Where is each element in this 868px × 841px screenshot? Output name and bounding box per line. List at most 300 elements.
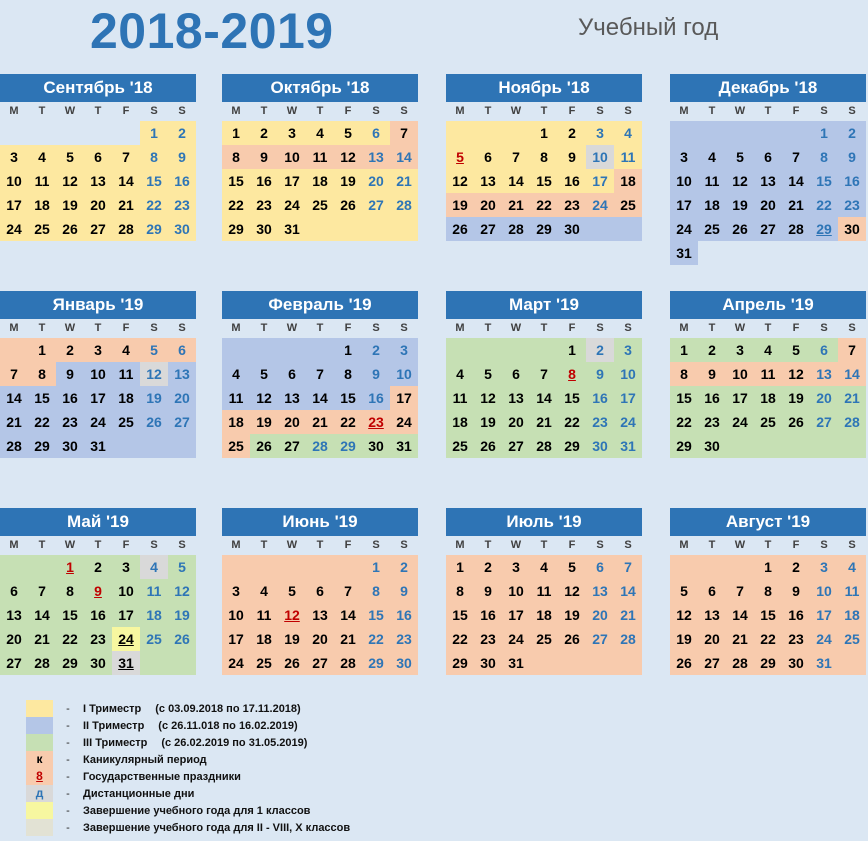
- day-cell: 2: [250, 121, 278, 145]
- day-cell: 1: [334, 338, 362, 362]
- day-cell: 19: [446, 193, 474, 217]
- day-cell: 16: [390, 603, 418, 627]
- day-cell: 16: [558, 169, 586, 193]
- day-cell: 15: [140, 169, 168, 193]
- day-cell: 13: [474, 169, 502, 193]
- day-cell: 8: [810, 145, 838, 169]
- day-cell: 2: [558, 121, 586, 145]
- day-cell: 28: [306, 434, 334, 458]
- day-cell: 12: [726, 169, 754, 193]
- week-row: [446, 579, 642, 603]
- day-cell: 17: [278, 169, 306, 193]
- day-cell: 10: [614, 362, 642, 386]
- weekday-label: M: [679, 322, 689, 334]
- day-cell: 16: [698, 386, 726, 410]
- weekday-label: F: [122, 322, 130, 334]
- page-subtitle: Учебный год: [578, 14, 719, 41]
- day-cell: 25: [698, 217, 726, 241]
- day-cell: 5: [474, 362, 502, 386]
- weekday-label: M: [9, 322, 19, 334]
- day-cell: 14: [614, 579, 642, 603]
- day-cell: 23: [838, 193, 866, 217]
- day-cell: 5: [670, 579, 698, 603]
- day-cell: [810, 241, 838, 265]
- day-cell: 9: [586, 362, 614, 386]
- day-cell: [754, 121, 782, 145]
- month-header: Декабрь '18: [670, 74, 866, 102]
- day-cell: 12: [278, 603, 306, 627]
- weekday-label: M: [679, 539, 689, 551]
- weekday-label: S: [372, 105, 380, 117]
- day-cell: 14: [0, 386, 28, 410]
- week-row: [446, 555, 642, 579]
- week-row: [670, 603, 866, 627]
- day-cell: [250, 338, 278, 362]
- weekday-label: S: [624, 539, 632, 551]
- week-row: [222, 627, 418, 651]
- day-cell: 14: [390, 145, 418, 169]
- month-block: [446, 74, 642, 241]
- day-cell: [222, 338, 250, 362]
- day-cell: 15: [558, 386, 586, 410]
- legend-label: II Триместр: [83, 719, 145, 732]
- day-cell: 22: [754, 627, 782, 651]
- weekday-label: S: [178, 539, 186, 551]
- day-cell: 20: [0, 627, 28, 651]
- day-cell: 13: [754, 169, 782, 193]
- day-cell: 23: [168, 193, 196, 217]
- day-cell: 8: [334, 362, 362, 386]
- day-cell: 24: [502, 627, 530, 651]
- week-row: [446, 434, 642, 458]
- day-cell: [782, 241, 810, 265]
- day-cell: 16: [782, 603, 810, 627]
- day-cell: 22: [670, 410, 698, 434]
- day-cell: [222, 555, 250, 579]
- day-cell: 25: [446, 434, 474, 458]
- day-cell: 24: [614, 410, 642, 434]
- day-cell: 31: [670, 241, 698, 265]
- day-cell: [112, 121, 140, 145]
- day-cell: 19: [278, 627, 306, 651]
- day-cell: 6: [586, 555, 614, 579]
- week-row: [670, 579, 866, 603]
- day-cell: 26: [670, 651, 698, 675]
- day-cell: 31: [84, 434, 112, 458]
- day-cell: 7: [502, 145, 530, 169]
- legend-label: Дистанционные дни: [83, 787, 195, 800]
- day-cell: 30: [362, 434, 390, 458]
- day-cell: 21: [390, 169, 418, 193]
- day-cell: 14: [502, 169, 530, 193]
- day-cell: 27: [586, 627, 614, 651]
- legend-item: [26, 768, 350, 785]
- day-cell: 26: [140, 410, 168, 434]
- weekday-label: W: [64, 539, 76, 551]
- day-cell: 17: [0, 193, 28, 217]
- day-cell: [306, 217, 334, 241]
- day-cell: [168, 651, 196, 675]
- day-cell: 23: [586, 410, 614, 434]
- day-cell: 11: [838, 579, 866, 603]
- month-block: [670, 291, 866, 458]
- day-cell: 2: [390, 555, 418, 579]
- day-cell: 26: [474, 434, 502, 458]
- week-row: [446, 627, 642, 651]
- week-row: [670, 434, 866, 458]
- day-cell: 9: [698, 362, 726, 386]
- day-cell: [754, 241, 782, 265]
- month-header: Январь '19: [0, 291, 196, 319]
- day-cell: [754, 434, 782, 458]
- day-cell: 29: [28, 434, 56, 458]
- weekday-header-row: [0, 536, 196, 555]
- day-cell: 8: [754, 579, 782, 603]
- day-cell: 10: [222, 603, 250, 627]
- week-row: [0, 145, 196, 169]
- day-cell: 27: [698, 651, 726, 675]
- day-cell: 28: [838, 410, 866, 434]
- week-row: [222, 217, 418, 241]
- day-cell: [56, 121, 84, 145]
- weekday-label: T: [540, 105, 548, 117]
- day-cell: [0, 338, 28, 362]
- day-cell: 16: [250, 169, 278, 193]
- day-cell: 20: [698, 627, 726, 651]
- day-cell: 30: [390, 651, 418, 675]
- day-cell: [698, 555, 726, 579]
- day-cell: 28: [334, 651, 362, 675]
- legend-range: (с 26.11.018 по 16.02.2019): [158, 719, 298, 732]
- day-cell: 12: [334, 145, 362, 169]
- weekday-label: M: [455, 105, 465, 117]
- weekday-label: M: [455, 322, 465, 334]
- day-cell: 25: [140, 627, 168, 651]
- month-header: Февраль '19: [222, 291, 418, 319]
- day-cell: 30: [250, 217, 278, 241]
- day-cell: 5: [278, 579, 306, 603]
- day-cell: 6: [502, 362, 530, 386]
- legend-label: Завершение учебного года для II - VIII, X классов: [83, 821, 351, 834]
- week-row: [0, 579, 196, 603]
- legend-dash: -: [66, 736, 70, 749]
- week-row: [446, 121, 642, 145]
- day-cell: 6: [306, 579, 334, 603]
- day-cell: 12: [250, 386, 278, 410]
- month-header: Сентябрь '18: [0, 74, 196, 102]
- day-cell: 3: [0, 145, 28, 169]
- week-row: [670, 338, 866, 362]
- day-cell: 6: [810, 338, 838, 362]
- month-header: Апрель '19: [670, 291, 866, 319]
- day-cell: [334, 555, 362, 579]
- day-cell: 29: [334, 434, 362, 458]
- month-header: Июнь '19: [222, 508, 418, 536]
- weekday-label: M: [9, 105, 19, 117]
- day-cell: 2: [838, 121, 866, 145]
- weekday-header-row: [222, 102, 418, 121]
- day-cell: 13: [502, 386, 530, 410]
- day-cell: [474, 338, 502, 362]
- week-row: [0, 386, 196, 410]
- weekday-label: T: [260, 322, 268, 334]
- day-cell: 23: [56, 410, 84, 434]
- day-cell: 3: [586, 121, 614, 145]
- day-cell: 18: [222, 410, 250, 434]
- day-cell: 10: [112, 579, 140, 603]
- legend-swatch: к: [26, 751, 53, 768]
- day-cell: 8: [530, 145, 558, 169]
- day-cell: 7: [390, 121, 418, 145]
- day-cell: 2: [56, 338, 84, 362]
- weekday-label: S: [178, 105, 186, 117]
- day-cell: 2: [586, 338, 614, 362]
- day-cell: 11: [250, 603, 278, 627]
- weekday-label: S: [596, 539, 604, 551]
- day-cell: 14: [28, 603, 56, 627]
- day-cell: 22: [558, 410, 586, 434]
- day-cell: 14: [112, 169, 140, 193]
- day-cell: 26: [56, 217, 84, 241]
- legend-swatch: [26, 802, 53, 819]
- day-cell: 16: [474, 603, 502, 627]
- day-cell: 4: [754, 338, 782, 362]
- day-cell: 3: [112, 555, 140, 579]
- day-cell: 10: [0, 169, 28, 193]
- legend-item: [26, 802, 350, 819]
- day-cell: 12: [474, 386, 502, 410]
- day-cell: 17: [586, 169, 614, 193]
- day-cell: 3: [726, 338, 754, 362]
- day-cell: 27: [810, 410, 838, 434]
- day-cell: 26: [558, 627, 586, 651]
- legend-dash: -: [66, 787, 70, 800]
- weekday-label: S: [624, 322, 632, 334]
- weekday-label: T: [316, 539, 324, 551]
- weekday-label: W: [286, 105, 298, 117]
- weekday-label: F: [568, 322, 576, 334]
- day-cell: 4: [446, 362, 474, 386]
- day-cell: 3: [278, 121, 306, 145]
- weekday-label: W: [286, 322, 298, 334]
- day-cell: 17: [222, 627, 250, 651]
- day-cell: 1: [446, 555, 474, 579]
- day-cell: 5: [446, 145, 474, 169]
- month-block: [222, 74, 418, 241]
- day-cell: 19: [474, 410, 502, 434]
- week-row: [222, 169, 418, 193]
- day-cell: 31: [810, 651, 838, 675]
- legend-swatch: [26, 819, 53, 836]
- day-cell: 19: [670, 627, 698, 651]
- day-cell: 13: [84, 169, 112, 193]
- day-cell: 20: [168, 386, 196, 410]
- day-cell: 7: [614, 555, 642, 579]
- day-cell: 21: [28, 627, 56, 651]
- day-cell: [306, 338, 334, 362]
- weekday-label: S: [178, 322, 186, 334]
- day-cell: 3: [84, 338, 112, 362]
- legend-item: [26, 785, 350, 802]
- weekday-label: F: [792, 539, 800, 551]
- day-cell: 30: [56, 434, 84, 458]
- day-cell: 27: [84, 217, 112, 241]
- day-cell: 16: [362, 386, 390, 410]
- day-cell: 18: [140, 603, 168, 627]
- week-row: [0, 338, 196, 362]
- weekday-label: S: [848, 105, 856, 117]
- day-cell: 15: [28, 386, 56, 410]
- legend-swatch: д: [26, 785, 53, 802]
- weekday-label: M: [231, 322, 241, 334]
- page-title: 2018-2019: [90, 3, 334, 59]
- weekday-label: W: [734, 105, 746, 117]
- day-cell: 7: [306, 362, 334, 386]
- weekday-header-row: [670, 536, 866, 555]
- day-cell: 15: [810, 169, 838, 193]
- day-cell: 25: [530, 627, 558, 651]
- day-cell: 26: [168, 627, 196, 651]
- day-cell: 31: [502, 651, 530, 675]
- day-cell: 22: [530, 193, 558, 217]
- month-header: Март '19: [446, 291, 642, 319]
- day-cell: 29: [446, 651, 474, 675]
- day-cell: 26: [726, 217, 754, 241]
- week-row: [670, 555, 866, 579]
- weekday-label: T: [94, 539, 102, 551]
- day-cell: 24: [0, 217, 28, 241]
- day-cell: 18: [446, 410, 474, 434]
- day-cell: 6: [84, 145, 112, 169]
- day-cell: 21: [0, 410, 28, 434]
- legend-swatch: [26, 717, 53, 734]
- day-cell: 10: [810, 579, 838, 603]
- weekday-label: F: [792, 105, 800, 117]
- week-row: [446, 651, 642, 675]
- day-cell: [0, 555, 28, 579]
- day-cell: 15: [334, 386, 362, 410]
- day-cell: 9: [84, 579, 112, 603]
- day-cell: 29: [140, 217, 168, 241]
- day-cell: 4: [28, 145, 56, 169]
- day-cell: 22: [362, 627, 390, 651]
- weekday-label: W: [64, 105, 76, 117]
- weekday-label: W: [734, 322, 746, 334]
- day-cell: 27: [502, 434, 530, 458]
- day-cell: 20: [306, 627, 334, 651]
- day-cell: 28: [782, 217, 810, 241]
- legend-label: III Триместр: [83, 736, 148, 749]
- day-cell: 17: [390, 386, 418, 410]
- day-cell: 31: [278, 217, 306, 241]
- day-cell: 22: [810, 193, 838, 217]
- day-cell: 18: [754, 386, 782, 410]
- weekday-label: T: [38, 105, 46, 117]
- day-cell: 19: [250, 410, 278, 434]
- legend-dash: -: [66, 719, 70, 732]
- day-cell: 29: [222, 217, 250, 241]
- weekday-header-row: [222, 319, 418, 338]
- weekday-label: W: [286, 539, 298, 551]
- weekday-label: W: [510, 105, 522, 117]
- week-row: [446, 603, 642, 627]
- day-cell: 20: [362, 169, 390, 193]
- day-cell: 20: [754, 193, 782, 217]
- day-cell: 21: [838, 386, 866, 410]
- day-cell: 2: [362, 338, 390, 362]
- day-cell: 11: [698, 169, 726, 193]
- day-cell: 23: [782, 627, 810, 651]
- weekday-label: T: [484, 539, 492, 551]
- week-row: [222, 338, 418, 362]
- day-cell: 8: [362, 579, 390, 603]
- day-cell: 11: [222, 386, 250, 410]
- day-cell: 20: [586, 603, 614, 627]
- day-cell: [838, 651, 866, 675]
- week-row: [446, 169, 642, 193]
- day-cell: 3: [614, 338, 642, 362]
- weekday-label: F: [568, 539, 576, 551]
- day-cell: 9: [390, 579, 418, 603]
- day-cell: 14: [726, 603, 754, 627]
- day-cell: 13: [168, 362, 196, 386]
- day-cell: 29: [754, 651, 782, 675]
- day-cell: 10: [502, 579, 530, 603]
- day-cell: 7: [838, 338, 866, 362]
- week-row: [670, 410, 866, 434]
- weekday-label: F: [344, 539, 352, 551]
- day-cell: 5: [250, 362, 278, 386]
- week-row: [0, 651, 196, 675]
- weekday-label: F: [122, 539, 130, 551]
- weekday-label: T: [764, 105, 772, 117]
- day-cell: [670, 555, 698, 579]
- weekday-label: S: [372, 322, 380, 334]
- week-row: [222, 603, 418, 627]
- day-cell: [446, 121, 474, 145]
- day-cell: 31: [614, 434, 642, 458]
- day-cell: 23: [698, 410, 726, 434]
- day-cell: [334, 217, 362, 241]
- day-cell: 3: [502, 555, 530, 579]
- weekday-label: F: [344, 322, 352, 334]
- day-cell: 3: [670, 145, 698, 169]
- weekday-label: T: [540, 322, 548, 334]
- weekday-label: T: [540, 539, 548, 551]
- day-cell: 3: [390, 338, 418, 362]
- day-cell: 25: [754, 410, 782, 434]
- day-cell: 9: [250, 145, 278, 169]
- day-cell: 9: [558, 145, 586, 169]
- day-cell: 8: [670, 362, 698, 386]
- day-cell: 30: [838, 217, 866, 241]
- week-row: [446, 193, 642, 217]
- day-cell: 12: [446, 169, 474, 193]
- week-row: [0, 603, 196, 627]
- day-cell: 19: [558, 603, 586, 627]
- day-cell: 15: [56, 603, 84, 627]
- legend-dash: -: [66, 821, 70, 834]
- week-row: [222, 555, 418, 579]
- day-cell: 26: [334, 193, 362, 217]
- weekday-label: S: [400, 105, 408, 117]
- weekday-label: M: [9, 539, 19, 551]
- weekday-label: T: [708, 322, 716, 334]
- day-cell: 20: [474, 193, 502, 217]
- day-cell: 27: [0, 651, 28, 675]
- day-cell: 4: [306, 121, 334, 145]
- day-cell: 4: [250, 579, 278, 603]
